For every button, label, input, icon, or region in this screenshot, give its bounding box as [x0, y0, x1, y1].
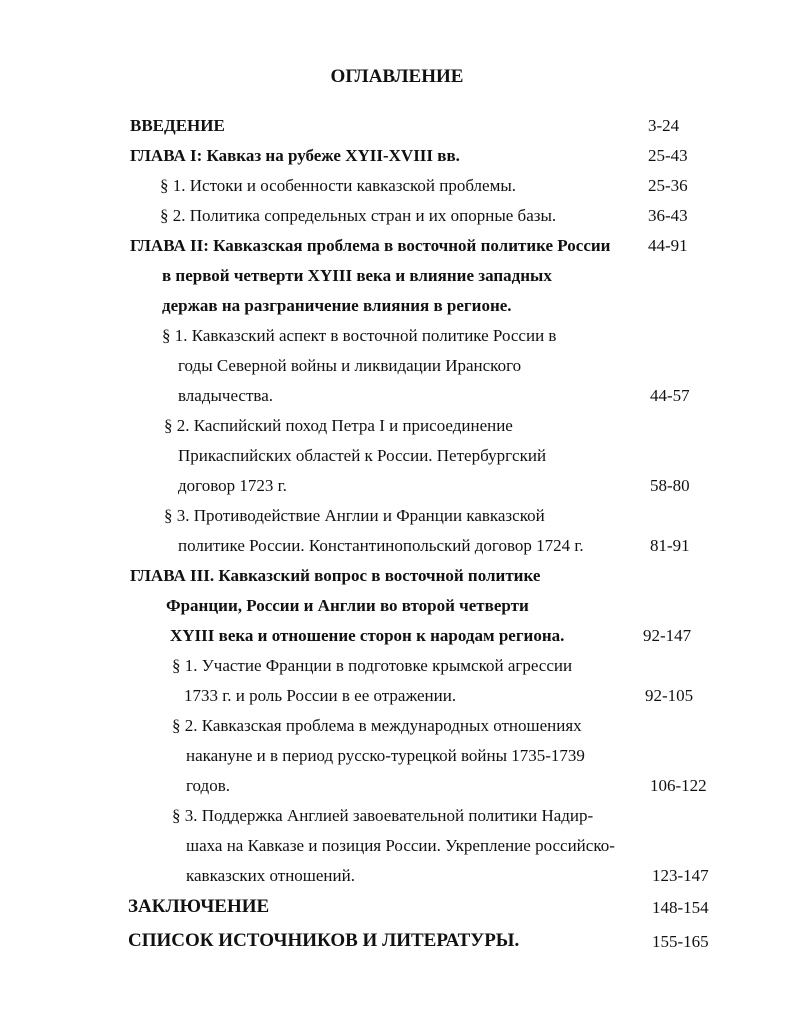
- conclusion-label: ЗАКЛЮЧЕНИЕ: [128, 896, 270, 917]
- ch1-pages: 25-43: [648, 146, 688, 165]
- ch3-title-line2: Франции, России и Англии во второй четверти: [166, 596, 529, 615]
- ch2-s2-pages: 58-80: [650, 476, 690, 495]
- ch3-s3-line3: кавказских отношений.: [186, 866, 355, 885]
- ch3-s2-line3: годов.: [186, 776, 230, 795]
- ch1-s1-text: § 1. Истоки и особенности кавказской проблемы.: [160, 176, 517, 195]
- ch2-s2-line1: § 2. Каспийский поход Петра I и присоединение: [164, 416, 513, 435]
- ch2-s3-pages: 81-91: [650, 536, 690, 555]
- ch3-s1-pages: 92-105: [645, 686, 694, 705]
- intro-pages: 3-24: [648, 116, 680, 135]
- ch1-title: ГЛАВА I: Кавказ на рубеже XYII-XVIII вв.: [130, 146, 460, 165]
- conclusion-pages: 148-154: [652, 898, 709, 917]
- ch3-title-line3: XYIII века и отношение сторон к народам региона.: [170, 626, 565, 645]
- ch2-s3-line2: политике России. Константинопольский договор 1724 г.: [178, 536, 584, 555]
- ch2-s2-line3: договор 1723 г.: [178, 476, 287, 495]
- ch3-pages: 92-147: [643, 626, 692, 645]
- ch2-title-line1: ГЛАВА II: Кавказская проблема в восточной политике России: [130, 236, 611, 255]
- ch3-s3-line1: § 3. Поддержка Англией завоевательной политики Надир-: [172, 806, 594, 825]
- ch1-s1-pages: 25-36: [648, 176, 688, 195]
- ch2-s1-line1: § 1. Кавказский аспект в восточной политике России в: [162, 326, 557, 345]
- ch2-s1-pages: 44-57: [650, 386, 690, 405]
- ch2-title-line3: держав на разграничение влияния в регионе.: [162, 296, 512, 315]
- ch2-s3-line1: § 3. Противодействие Англии и Франции кавказской: [164, 506, 545, 525]
- ch3-s2-pages: 106-122: [650, 776, 707, 795]
- ch3-s1-line2: 1733 г. и роль России в ее отражении.: [184, 686, 457, 705]
- ch2-s2-line2: Прикаспийских областей к России. Петербургский: [178, 446, 547, 465]
- ch2-pages: 44-91: [648, 236, 688, 255]
- ch3-s1-line1: § 1. Участие Франции в подготовке крымской агрессии: [172, 656, 573, 675]
- ch1-s2-pages: 36-43: [648, 206, 688, 225]
- ch1-s2-text: § 2. Политика сопредельных стран и их опорные базы.: [160, 206, 557, 225]
- ch3-s3-line2: шаха на Кавказе и позиция России. Укрепление российско-: [186, 836, 615, 855]
- ch3-s3-pages: 123-147: [652, 866, 709, 885]
- ch2-title-line2: в первой четверти XYIII века и влияние западных: [162, 266, 552, 285]
- ch3-s2-line1: § 2. Кавказская проблема в международных отношениях: [172, 716, 582, 735]
- sources-pages: 155-165: [652, 932, 709, 951]
- page-title: ОГЛАВЛЕНИЕ: [330, 66, 464, 87]
- intro-label: ВВЕДЕНИЕ: [130, 116, 225, 135]
- sources-label: СПИСОК ИСТОЧНИКОВ И ЛИТЕРАТУРЫ.: [128, 930, 520, 951]
- ch3-s2-line2: накануне и в период русско-турецкой войны 1735-1739: [186, 746, 585, 765]
- ch3-title-line1: ГЛАВА III. Кавказский вопрос в восточной политике: [130, 566, 541, 585]
- ch2-s1-line2: годы Северной войны и ликвидации Иранского: [178, 356, 522, 375]
- ch2-s1-line3: владычества.: [178, 386, 273, 405]
